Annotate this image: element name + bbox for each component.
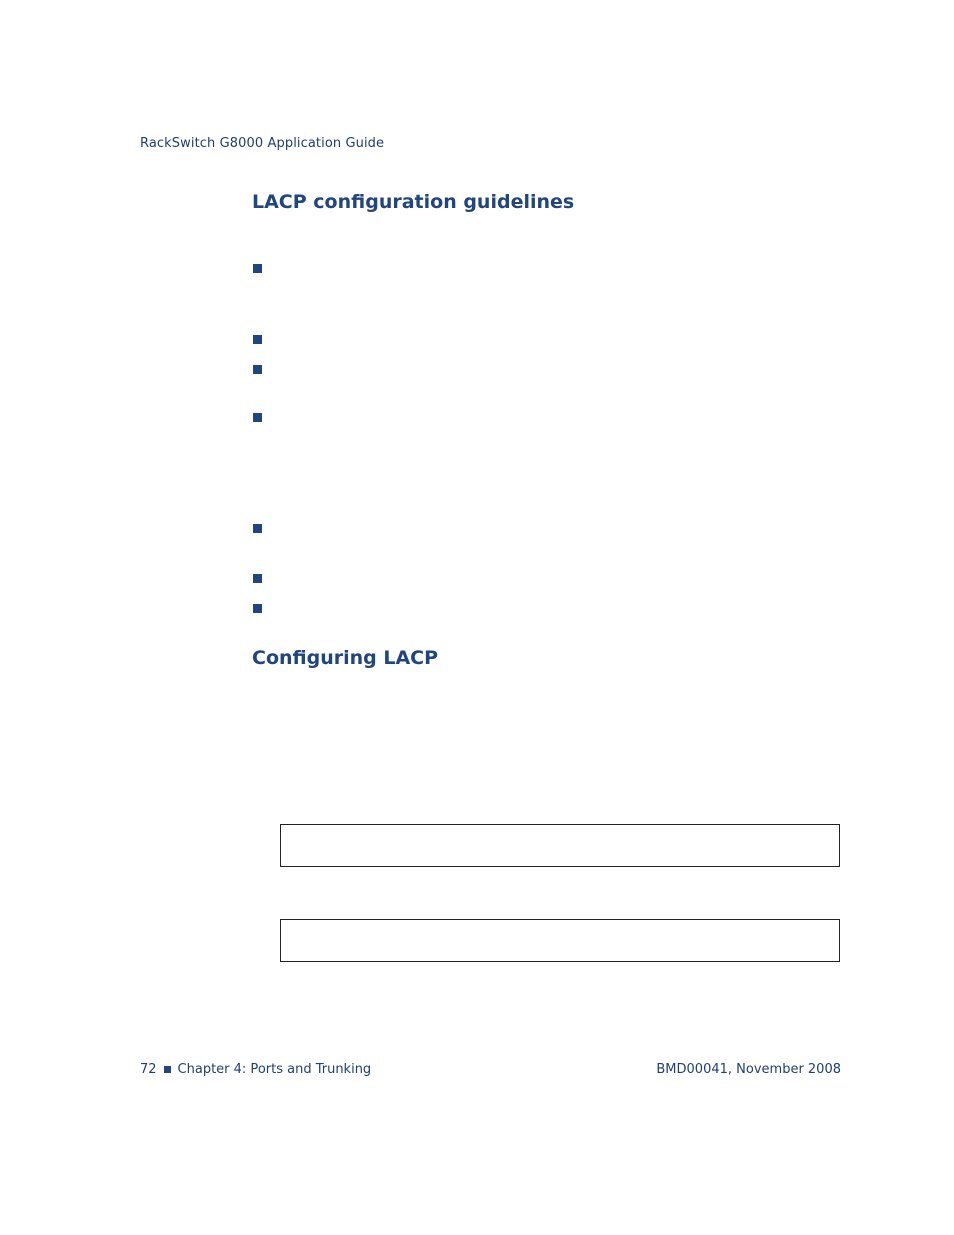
square-bullet-icon xyxy=(253,574,262,583)
running-header: RackSwitch G8000 Application Guide xyxy=(140,136,385,151)
command-code-box xyxy=(280,824,840,867)
section-heading-configuring-lacp: Configuring LACP xyxy=(252,647,439,669)
square-bullet-icon xyxy=(253,604,262,613)
square-bullet-icon xyxy=(253,413,262,422)
document-id: BMD00041, November 2008 xyxy=(656,1062,841,1077)
command-code-box xyxy=(280,919,840,962)
square-bullet-icon xyxy=(253,264,262,273)
footer-left xyxy=(140,1062,371,1077)
page-number: 72 xyxy=(140,1062,157,1077)
chapter-title: Chapter 4: Ports and Trunking xyxy=(177,1062,372,1077)
square-separator-icon xyxy=(164,1066,171,1073)
section-heading-lacp-guidelines: LACP configuration guidelines xyxy=(252,191,575,213)
square-bullet-icon xyxy=(253,524,262,533)
square-bullet-icon xyxy=(253,365,262,374)
square-bullet-icon xyxy=(253,335,262,344)
